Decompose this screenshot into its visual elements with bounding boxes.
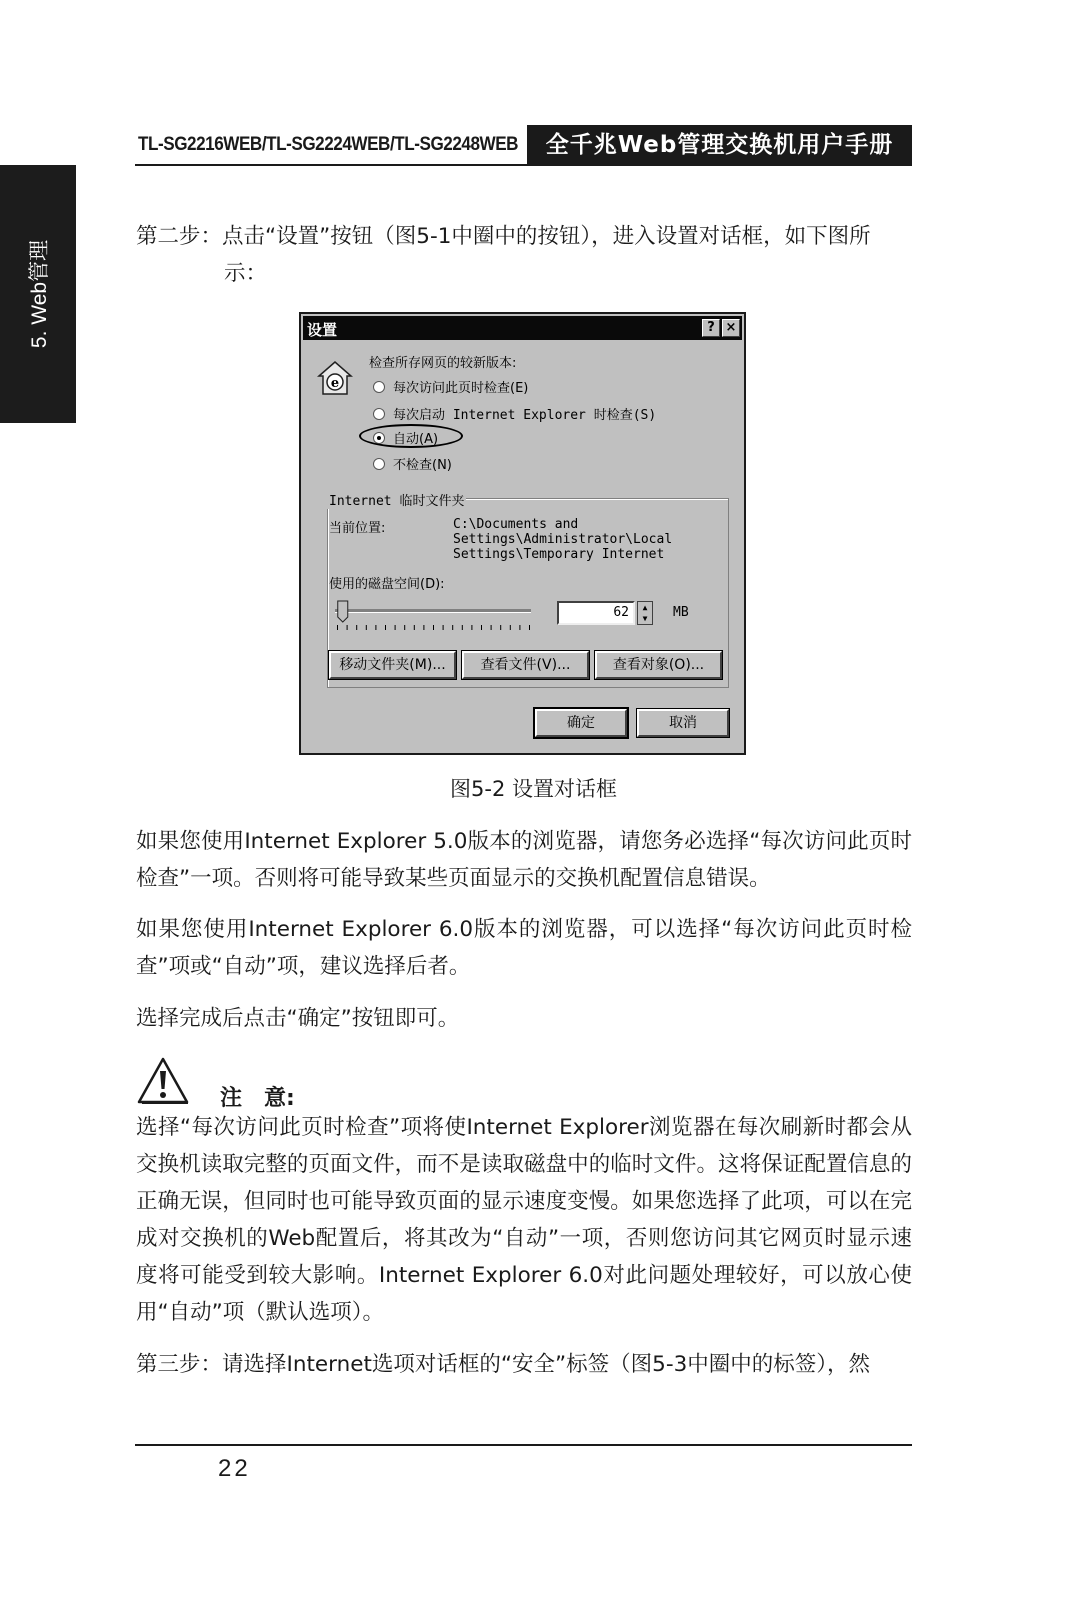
paragraph-ie5: 如果您使用Internet Explorer 5.0版本的浏览器，请您务必选择“每次访问此页时检查”一项。否则将可能导致某些页面显示的交换机配置信息错误。	[136, 829, 912, 891]
slider-tick	[366, 625, 367, 630]
slider-tick	[337, 625, 338, 630]
slider-tick	[404, 625, 405, 630]
ie-icon	[315, 358, 355, 398]
svg-text:e: e	[330, 376, 340, 391]
slider-tick	[491, 625, 492, 630]
close-button[interactable]: ×	[722, 319, 740, 337]
ok-button[interactable]: 确定	[535, 709, 627, 737]
slider-tick	[462, 625, 463, 630]
slider-tick	[375, 625, 376, 630]
slider-tick	[356, 625, 357, 630]
warning-icon	[136, 1056, 190, 1106]
temp-files-group-title: Internet 临时文件夹	[327, 490, 466, 509]
disk-space-input[interactable]	[557, 601, 635, 625]
slider-tick	[395, 625, 396, 630]
paragraph-ie6: 如果您使用Internet Explorer 6.0版本的浏览器，可以选择“每次访问此页时检查”项或“自动”项，建议选择后者。	[136, 917, 912, 979]
disk-space-spinner[interactable]: ▲ ▼	[637, 601, 653, 625]
disk-space-unit: MB	[673, 605, 689, 620]
cancel-button[interactable]: 取消	[637, 709, 729, 737]
slider-tick	[481, 625, 482, 630]
move-folder-button[interactable]: 移动文件夹(M)...	[329, 651, 456, 679]
note-body: 选择“每次访问此页时检查”项将使Internet Explorer浏览器在每次刷新时都会从交换机读取完整的页面文件，而不是读取磁盘中的临时文件。这将保证配置信息的正确无误，但同时也可能导致页面的显示速度变慢。如果您选择了此项，可以在完成对交换机的Web配置后，将其改为“自动”一项，否则您访问其它网页时显示速度将可能受到较大影响。Internet Explorer 6.0对此问题处理较好，可以放心使用“自动”项（默认选项）。	[136, 1115, 912, 1325]
location-label: 当前位置:	[329, 521, 386, 536]
note-heading: 注 意:	[220, 1086, 295, 1111]
header-model-names: TL-SG2216WEB/TL-SG2224WEB/TL-SG2248WEB	[138, 134, 519, 155]
step2-line2: 示：	[224, 261, 268, 286]
view-files-button[interactable]: 查看文件(V)...	[462, 651, 589, 679]
location-line: C:\Documents and	[453, 517, 579, 532]
slider-tick	[519, 625, 520, 630]
slider-tick	[414, 625, 415, 630]
radio-every-start[interactable]	[373, 408, 385, 420]
slider-tick	[500, 625, 501, 630]
slider-tick	[423, 625, 424, 630]
slider-tick	[510, 625, 511, 630]
slider-tick	[471, 625, 472, 630]
footer-rule	[135, 1444, 912, 1446]
location-line: Settings\Administrator\Local	[453, 532, 673, 547]
slider-tick	[385, 625, 386, 630]
slider-tick	[443, 625, 444, 630]
location-value	[453, 517, 672, 562]
view-objects-button[interactable]: 查看对象(O)...	[595, 651, 722, 679]
slider-thumb[interactable]	[338, 601, 348, 622]
location-line: Settings\Temporary Internet	[453, 547, 665, 562]
dialog-title: 设置	[307, 321, 338, 339]
highlight-circle	[359, 424, 463, 448]
header-manual-title: 全千兆Web管理交换机用户手册	[527, 125, 912, 165]
step2-line1: 第二步：点击“设置”按钮（图5-1中圈中的按钮），进入设置对话框，如下图所	[136, 224, 871, 249]
slider-tick	[433, 625, 434, 630]
check-label: 检查所存网页的较新版本:	[369, 356, 517, 371]
paragraph-confirm: 选择完成后点击“确定”按钮即可。	[136, 1006, 460, 1031]
help-button[interactable]: ?	[702, 319, 720, 337]
radio-never[interactable]	[373, 458, 385, 470]
radio-every-visit-label: 每次访问此页时检查(E)	[393, 381, 529, 396]
slider-tick	[347, 625, 348, 630]
step2-paragraph	[136, 218, 912, 292]
disk-space-value: 62	[613, 605, 629, 620]
radio-every-visit[interactable]	[373, 381, 385, 393]
figure-caption: 图5-2 设置对话框	[450, 777, 617, 801]
radio-never-label: 不检查(N)	[393, 458, 452, 473]
slider-tick	[452, 625, 453, 630]
step3-paragraph: 第三步：请选择Internet选项对话框的“安全”标签（图5-3中圈中的标签），然	[136, 1352, 871, 1377]
settings-dialog	[299, 312, 746, 755]
chapter-side-tab	[0, 165, 76, 423]
slider-tick	[529, 625, 530, 630]
radio-every-start-label: 每次启动 Internet Explorer 时检查(S)	[393, 408, 657, 423]
dialog-titlebar	[303, 316, 742, 340]
radio-automatic-label: 自动(A)	[393, 432, 439, 447]
page-number: 22	[218, 1455, 251, 1482]
disk-space-label: 使用的磁盘空间(D):	[329, 577, 445, 592]
chapter-side-tab-label: 5. Web管理	[28, 239, 51, 349]
header-rule	[135, 164, 912, 166]
disk-space-slider[interactable]	[329, 599, 535, 633]
